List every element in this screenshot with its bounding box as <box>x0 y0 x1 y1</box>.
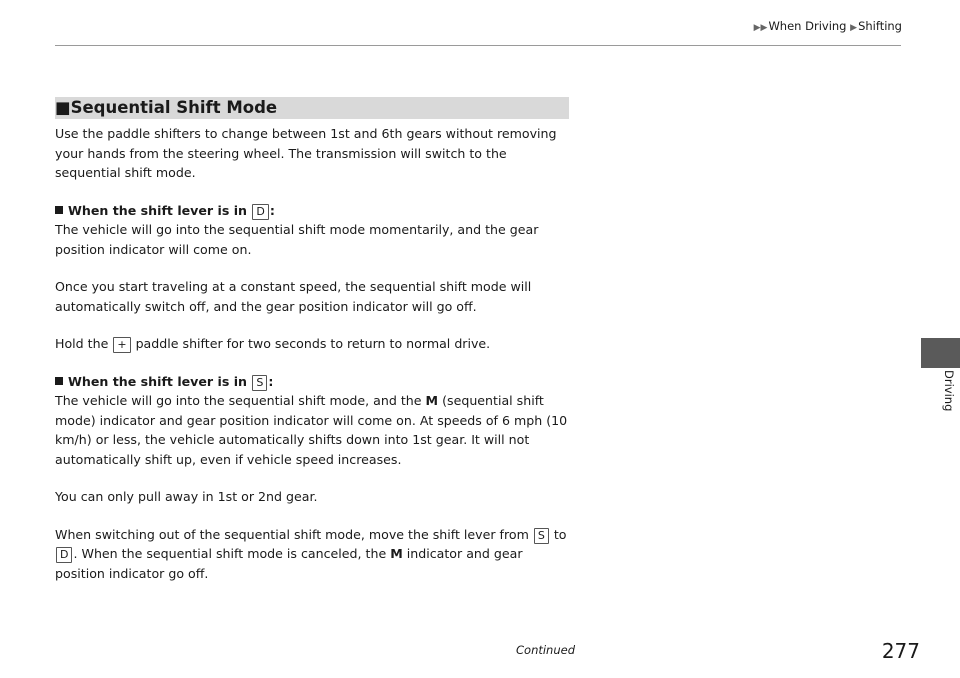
breadcrumb-item-shifting[interactable]: Shifting <box>858 19 902 33</box>
lever-s-paragraph-3: When switching out of the sequential shift mode, move the shift lever from S to D . When the sequential shift mode is canceled, the M indicator and gear position indicator go off. <box>55 526 567 581</box>
key-d-icon: D <box>56 547 72 563</box>
section-title-text: Sequential Shift Mode <box>70 98 278 117</box>
key-s-icon: S <box>534 528 549 544</box>
header-divider <box>55 45 901 46</box>
section-title <box>55 96 277 120</box>
paddle-plus-icon: + <box>113 337 130 353</box>
lever-d-paragraph-2: Once you start traveling at a constant speed, the sequential shift mode will automatically switch off, and the gear position indicator will go off. <box>55 279 532 314</box>
bullet-square-icon <box>55 206 63 214</box>
bullet-square-icon <box>55 377 63 385</box>
section-square-icon: ■ <box>55 98 71 117</box>
subheading-lever-d: When the shift lever is in D : <box>55 201 571 221</box>
intro-paragraph: Use the paddle shifters to change between 1st and 6th gears without removing your hands from the steering wheel. The transmission will switch to the sequential shift mode. <box>55 126 557 180</box>
triangle-right-icon: ▶ <box>850 23 858 33</box>
breadcrumb <box>754 19 902 33</box>
chapter-tab-label: Driving <box>942 370 956 412</box>
chapter-tab[interactable] <box>921 338 960 368</box>
lever-s-paragraph-1: The vehicle will go into the sequential shift mode, and the M (sequential shift mode) indicator and gear position indicator will come on. At speeds of 6 mph (10 km/h) or less, the vehicle automatically shifts down into 1st gear. It will not automatically shift up, even if vehicle speed increases. <box>55 393 568 467</box>
breadcrumb-item-when-driving[interactable]: When Driving <box>768 19 847 33</box>
triangle-right-icon: ▶▶ <box>753 23 768 33</box>
m-indicator-label: M <box>390 546 403 561</box>
m-indicator-label: M <box>425 393 439 408</box>
subheading-lever-s: When the shift lever is in S : <box>55 372 571 392</box>
main-content <box>55 124 571 583</box>
lever-d-paragraph-3: Hold the + paddle shifter for two seconds to return to normal drive. <box>55 336 491 351</box>
key-d-icon: D <box>252 204 268 220</box>
page-number: 277 <box>881 639 920 663</box>
lever-s-paragraph-2: You can only pull away in 1st or 2nd gear. <box>55 489 318 504</box>
key-s-icon: S <box>252 375 267 391</box>
lever-d-paragraph-1: The vehicle will go into the sequential shift mode momentarily, and the gear position indicator will come on. <box>55 222 539 257</box>
continued-label: Continued <box>516 643 576 657</box>
